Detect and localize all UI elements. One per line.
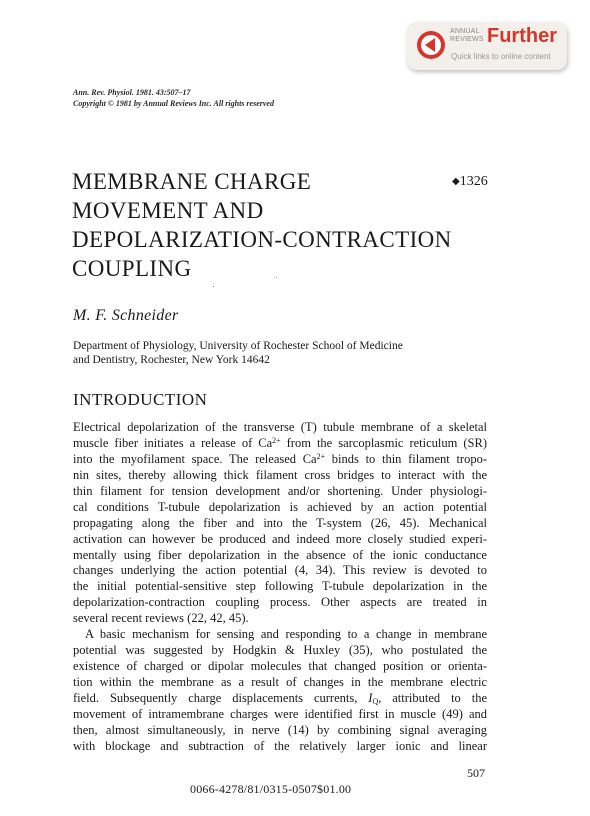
body-line: movement of intramembrane charges were identified first in muscle (49) and [73,706,487,721]
body-line: activation can however be produced and indeed more closely studied experi- [73,531,487,546]
author-name: M. F. Schneider [73,307,179,324]
body-line: nin sites, thereby allowing thick filament cross bridges to interact with the [73,467,487,482]
body-line: potential was suggested by Hodgkin & Huxley (35), who postulated the [73,643,487,658]
body-line: Electrical depolarization of the transverse (T) tubule membrane of a skeletal [73,420,487,434]
journal-citation [73,87,274,109]
body-line: into the myofilament space. The released $Ca^{2+}$ binds to thin filament tropo- [73,451,487,466]
title-line: MOVEMENT AND [72,198,264,223]
scan-speck [276,277,277,278]
article-code [452,174,488,190]
badge-annual-text: ANNUAL [450,28,480,35]
body-line: several recent reviews (22, 42, 45). [73,611,249,626]
diamond-icon: ◆ [452,176,460,187]
author-affiliation [73,339,403,367]
body-line: tion within the membrane as a result of changes in the membrane electric [73,675,487,689]
body-line: changes underlying the action potential (4, 34). This review is devoted to [73,563,487,578]
body-line: propagating along the fiber and into the T-system (26, 45). Mechanical [73,515,487,530]
body-line: thin filament for tension development and/or shortening. Under physiologi- [73,483,487,498]
body-line: with blockage and subtraction of the relatively larger ionic and linear [73,738,487,753]
annual-reviews-logo-icon [417,31,445,59]
badge-further-text: Further [487,25,557,47]
page-number: 507 [467,766,485,780]
copyright-line: Copyright © 1981 by Annual Reviews Inc. All rights reserved [73,99,274,108]
body-line: field. Subsequently charge displacements currents, $I_Q$, attributed to the [73,690,487,706]
title-line: COUPLING [72,256,192,281]
badge-reviews-text: REVIEWS [450,36,484,43]
affiliation-line: and Dentistry, Rochester, New York 14642 [73,354,270,366]
article-title [72,167,472,283]
citation-line: Ann. Rev. Physiol. 1981. 43:507–17 [73,88,191,97]
badge-subtitle: Quick links to online content [451,52,551,61]
body-line: existence of charged or dipolar molecules that changed position or orienta- [73,659,487,674]
body-line: then, almost simultaneously, in nerve (14) by combining signal averaging [73,722,487,737]
body-line: cal conditions T-tubule depolarization is achieved by an action potential [73,499,487,514]
scan-speck [213,286,214,287]
body-line: muscle fiber initiates a release of $Ca^{2+}$ from the sarcoplasmic reticulum (SR) [73,435,487,450]
section-heading: INTRODUCTION [73,390,208,409]
body-line: the initial potential-sensitive step following T-tubule depolarization in the [73,579,487,594]
affiliation-line: Department of Physiology, University of Rochester School of Medicine [73,340,403,352]
title-line: MEMBRANE CHARGE [72,169,312,194]
body-text [73,420,487,755]
title-line: DEPOLARIZATION-CONTRACTION [72,227,452,252]
article-code-number: 1326 [459,174,488,189]
body-line: mentally using fiber depolarization in the absence of the ionic conductance [73,547,487,562]
footer-article-code: 0066-4278/81/0315-0507$01.00 [190,782,352,796]
body-line: depolarization-contraction coupling process. Other aspects are treated in [73,595,487,610]
body-line: A basic mechanism for sensing and responding to a change in membrane [85,627,487,642]
annual-reviews-further-badge[interactable] [407,22,567,70]
